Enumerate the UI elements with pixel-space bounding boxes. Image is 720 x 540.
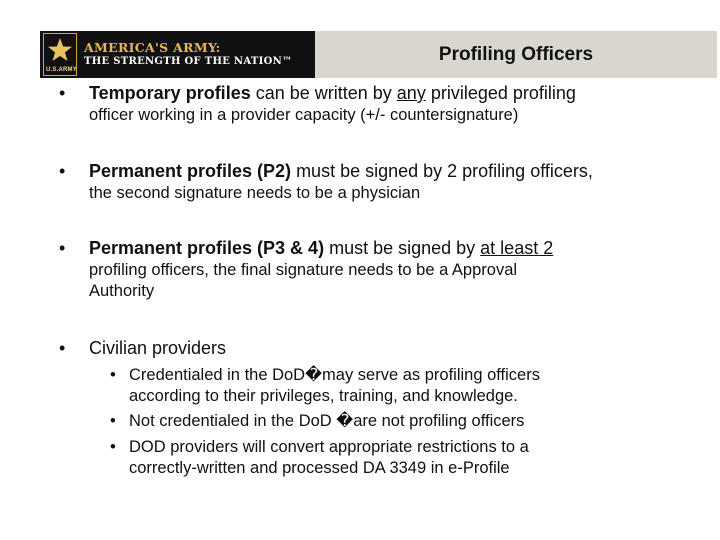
sub-bullet-line: DOD providers will convert appropriate restrictions to a — [129, 438, 529, 456]
bullet-text: must be signed by 2 profiling officers, — [291, 161, 593, 181]
star-icon — [46, 36, 74, 64]
banner-slogan-line1: AMERICA'S ARMY: — [84, 40, 221, 55]
bullet-text: can be written by — [250, 83, 397, 103]
us-army-label: U.S.ARMY — [46, 67, 77, 73]
bullet-line: profiling officers, the final signature needs to be a Approval — [89, 261, 518, 279]
sub-bullet-line: Credentialed in the DoD�may serve as profiling officers — [129, 366, 540, 384]
bullet-line: Civilian providers — [89, 338, 227, 358]
bullet-text: must be signed by — [324, 238, 481, 258]
banner-slogan-line2: THE STRENGTH OF THE NATION™ — [84, 56, 293, 67]
bullet-line — [89, 83, 576, 104]
bullet-bold-term: Temporary profiles — [89, 83, 251, 103]
page-title: Profiling Officers — [438, 44, 594, 65]
sub-bullet-marker: • — [110, 366, 116, 384]
sub-bullet-marker: • — [110, 412, 116, 430]
sub-bullet-line: correctly-written and processed DA 3349 in e-Profile — [129, 459, 510, 477]
bullet-line — [89, 238, 553, 259]
bullet-marker: • — [59, 83, 66, 103]
bullet-text: privileged profiling — [425, 83, 576, 103]
sub-bullet-line: Not credentialed in the DoD �are not profiling officers — [129, 412, 525, 430]
bullet-marker: • — [59, 238, 66, 258]
bullet-marker: • — [59, 338, 66, 358]
army-star-logo — [43, 33, 77, 76]
underlined-text: at least 2 — [480, 238, 554, 258]
slide-header — [40, 31, 717, 78]
army-banner-logo — [40, 31, 315, 78]
bullet-line: officer working in a provider capacity (+/- countersignature) — [89, 106, 519, 124]
bullet-marker: • — [59, 161, 66, 181]
underlined-text: any — [396, 83, 426, 103]
bullet-bold-term: Permanent profiles (P2) — [89, 161, 292, 181]
sub-bullet-line: according to their privileges, training, and knowledge. — [129, 387, 518, 405]
sub-bullet-marker: • — [110, 438, 116, 456]
bullet-line: Authority — [89, 282, 155, 300]
bullet-line: the second signature needs to be a physician — [89, 184, 421, 202]
bullet-bold-term: Permanent profiles (P3 & 4) — [89, 238, 325, 258]
bullet-line — [89, 161, 593, 182]
